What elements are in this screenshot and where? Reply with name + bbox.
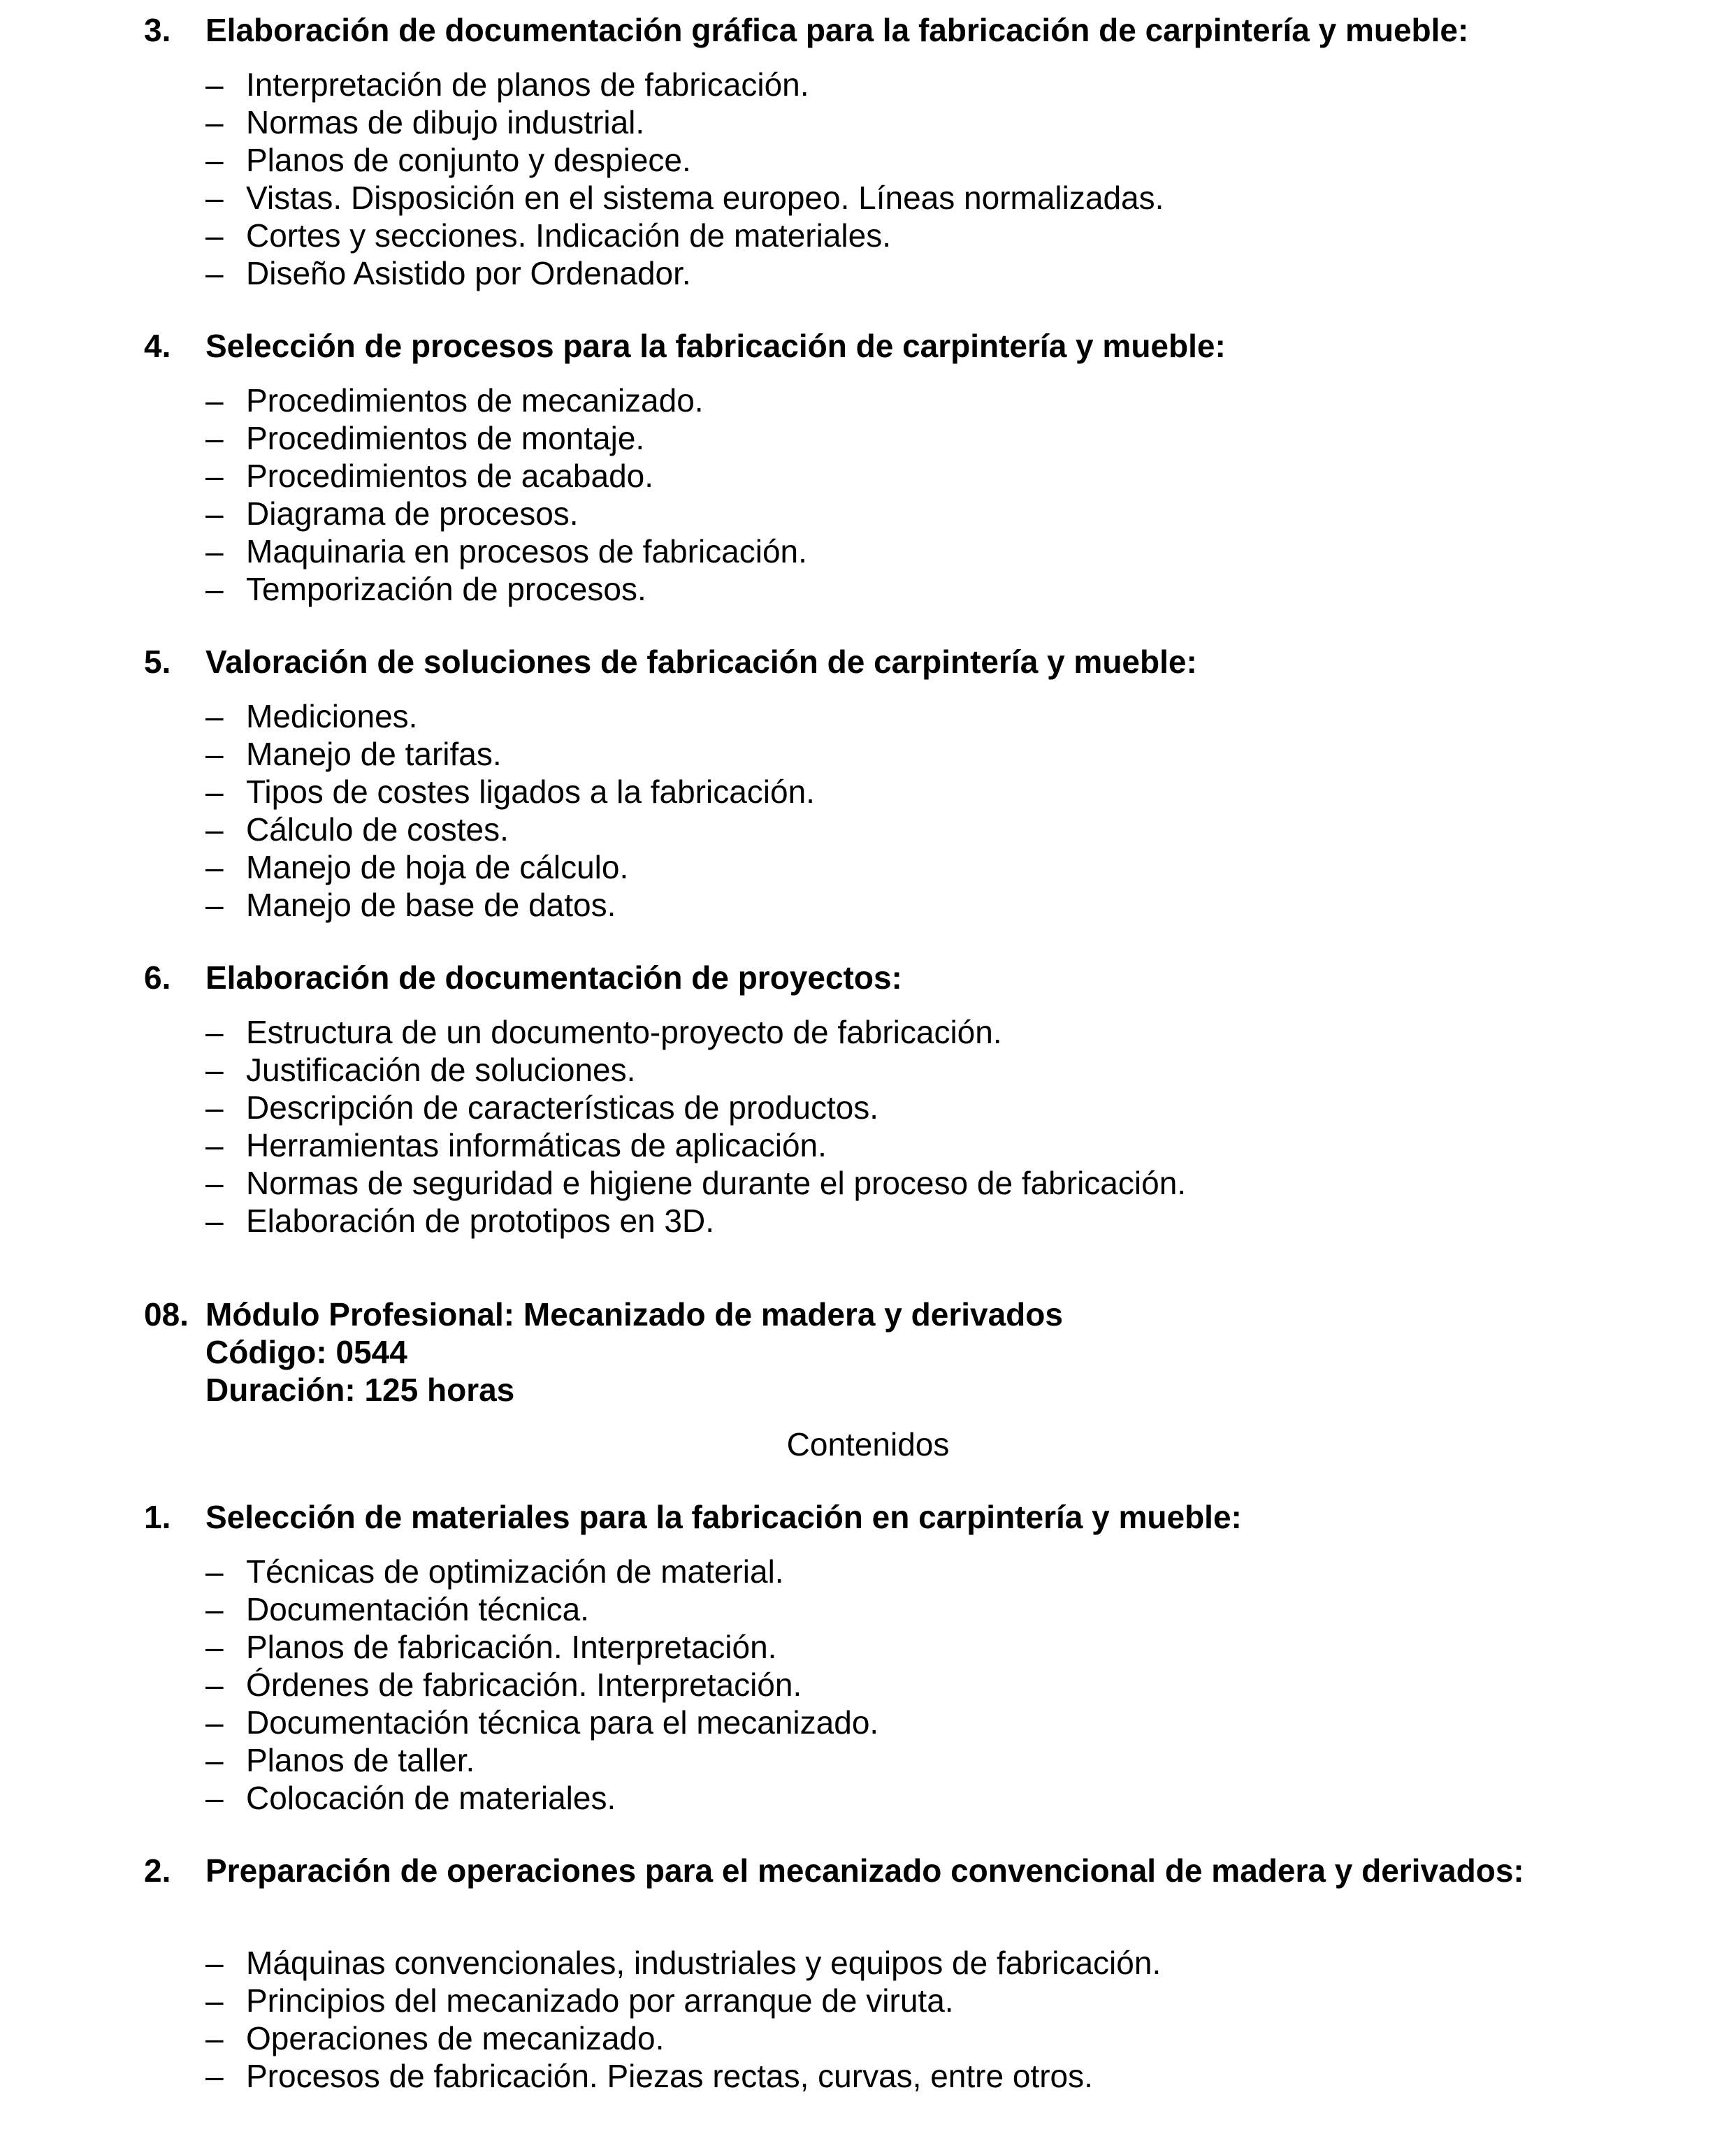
dash-bullet: – bbox=[205, 1165, 224, 1201]
dash-bullet: – bbox=[205, 1629, 224, 1665]
list-item: – Manejo de base de datos. bbox=[205, 887, 616, 923]
section-title: Elaboración de documentación gráfica para la fabricación de carpintería y mueble: bbox=[205, 12, 1469, 48]
list-item: – Normas de seguridad e higiene durante el proceso de fabricación. bbox=[205, 1165, 1187, 1201]
section-4-list bbox=[205, 382, 807, 608]
list-item: – Temporización de procesos. bbox=[205, 571, 646, 607]
module-number: 08. bbox=[144, 1296, 189, 1333]
list-item: – Planos de taller. bbox=[205, 1742, 475, 1778]
list-item: – Mediciones. bbox=[205, 698, 418, 734]
dash-bullet: – bbox=[205, 811, 224, 848]
list-item: – Descripción de características de productos. bbox=[205, 1089, 879, 1126]
dash-bullet: – bbox=[205, 1591, 224, 1627]
dash-bullet: – bbox=[205, 1742, 224, 1778]
dash-bullet: – bbox=[205, 1203, 224, 1239]
dash-bullet: – bbox=[205, 495, 224, 532]
dash-bullet: – bbox=[205, 2058, 224, 2094]
section-3-list bbox=[205, 66, 1164, 292]
dash-bullet: – bbox=[205, 1052, 224, 1088]
dash-bullet: – bbox=[205, 1982, 224, 2019]
dash-bullet: – bbox=[205, 698, 224, 734]
list-item: – Procesos de fabricación. Piezas rectas, curvas, entre otros. bbox=[205, 2058, 1093, 2094]
list-item: – Planos de fabricación. Interpretación. bbox=[205, 1629, 777, 1665]
list-item: – Herramientas informáticas de aplicación. bbox=[205, 1127, 827, 1163]
module-code: Código: 0544 bbox=[205, 1334, 407, 1370]
dash-bullet: – bbox=[205, 1553, 224, 1590]
dash-bullet: – bbox=[205, 142, 224, 178]
dash-bullet: – bbox=[205, 420, 224, 456]
section-6-list bbox=[205, 1013, 1186, 1240]
dash-bullet: – bbox=[205, 382, 224, 419]
section-number: 4. bbox=[144, 328, 171, 364]
list-item: – Tipos de costes ligados a la fabricación. bbox=[205, 774, 815, 810]
dash-bullet: – bbox=[205, 571, 224, 607]
dash-bullet: – bbox=[205, 2020, 224, 2056]
list-item: – Cálculo de costes. bbox=[205, 811, 509, 848]
dash-bullet: – bbox=[205, 255, 224, 291]
list-item: – Vistas. Disposición en el sistema europeo. Líneas normalizadas. bbox=[205, 180, 1164, 216]
dash-bullet: – bbox=[205, 1945, 224, 1981]
module-duration: Duración: 125 horas bbox=[205, 1372, 515, 1408]
dash-bullet: – bbox=[205, 217, 224, 254]
section-title: Valoración de soluciones de fabricación de carpintería y mueble: bbox=[205, 644, 1197, 680]
list-item: – Diseño Asistido por Ordenador. bbox=[205, 255, 691, 291]
section-number: 1. bbox=[144, 1499, 171, 1535]
list-item: – Colocación de materiales. bbox=[205, 1780, 616, 1816]
section-2-list bbox=[205, 1944, 1161, 2095]
dash-bullet: – bbox=[205, 1704, 224, 1741]
list-item: – Documentación técnica para el mecanizado. bbox=[205, 1704, 879, 1741]
dash-bullet: – bbox=[205, 180, 224, 216]
section-number: 6. bbox=[144, 959, 171, 996]
section-1-list bbox=[205, 1553, 878, 1817]
list-item: – Manejo de tarifas. bbox=[205, 736, 502, 772]
list-item: – Normas de dibujo industrial. bbox=[205, 104, 645, 140]
list-item: – Documentación técnica. bbox=[205, 1591, 589, 1627]
list-item: – Máquinas convencionales, industriales y equipos de fabricación. bbox=[205, 1945, 1162, 1981]
list-item: – Diagrama de procesos. bbox=[205, 495, 579, 532]
list-item: – Procedimientos de acabado. bbox=[205, 458, 654, 494]
dash-bullet: – bbox=[205, 104, 224, 140]
dash-bullet: – bbox=[205, 1127, 224, 1163]
list-item: – Justificación de soluciones. bbox=[205, 1052, 636, 1088]
dash-bullet: – bbox=[205, 849, 224, 885]
module-title: Módulo Profesional: Mecanizado de madera y derivados bbox=[205, 1296, 1063, 1333]
list-item: – Cortes y secciones. Indicación de materiales. bbox=[205, 217, 891, 254]
section-number: 2. bbox=[144, 1852, 171, 1889]
dash-bullet: – bbox=[205, 774, 224, 810]
list-item: – Procedimientos de montaje. bbox=[205, 420, 645, 456]
dash-bullet: – bbox=[205, 887, 224, 923]
dash-bullet: – bbox=[205, 736, 224, 772]
contents-label: Contenidos bbox=[786, 1426, 950, 1463]
dash-bullet: – bbox=[205, 1780, 224, 1816]
list-item: – Procedimientos de mecanizado. bbox=[205, 382, 704, 419]
list-item: – Interpretación de planos de fabricación. bbox=[205, 66, 809, 103]
list-item: – Elaboración de prototipos en 3D. bbox=[205, 1203, 714, 1239]
dash-bullet: – bbox=[205, 458, 224, 494]
dash-bullet: – bbox=[205, 533, 224, 569]
list-item: – Técnicas de optimización de material. bbox=[205, 1553, 784, 1590]
list-item: – Operaciones de mecanizado. bbox=[205, 2020, 665, 2056]
section-5-list bbox=[205, 697, 815, 924]
dash-bullet: – bbox=[205, 1089, 224, 1126]
list-item: – Órdenes de fabricación. Interpretación. bbox=[205, 1667, 802, 1703]
dash-bullet: – bbox=[205, 1014, 224, 1050]
dash-bullet: – bbox=[205, 1667, 224, 1703]
list-item: – Manejo de hoja de cálculo. bbox=[205, 849, 629, 885]
list-item: – Principios del mecanizado por arranque de viruta. bbox=[205, 1982, 954, 2019]
list-item: – Planos de conjunto y despiece. bbox=[205, 142, 691, 178]
section-title: Selección de materiales para la fabricación en carpintería y mueble: bbox=[205, 1499, 1242, 1535]
list-item: – Estructura de un documento-proyecto de fabricación. bbox=[205, 1014, 1002, 1050]
list-item: – Maquinaria en procesos de fabricación. bbox=[205, 533, 807, 569]
section-title: Preparación de operaciones para el mecanizado convencional de madera y derivados: bbox=[205, 1852, 1524, 1889]
section-number: 5. bbox=[144, 644, 171, 680]
section-title: Elaboración de documentación de proyectos: bbox=[205, 959, 902, 996]
dash-bullet: – bbox=[205, 66, 224, 103]
section-number: 3. bbox=[144, 12, 171, 48]
section-title: Selección de procesos para la fabricación de carpintería y mueble: bbox=[205, 328, 1226, 364]
